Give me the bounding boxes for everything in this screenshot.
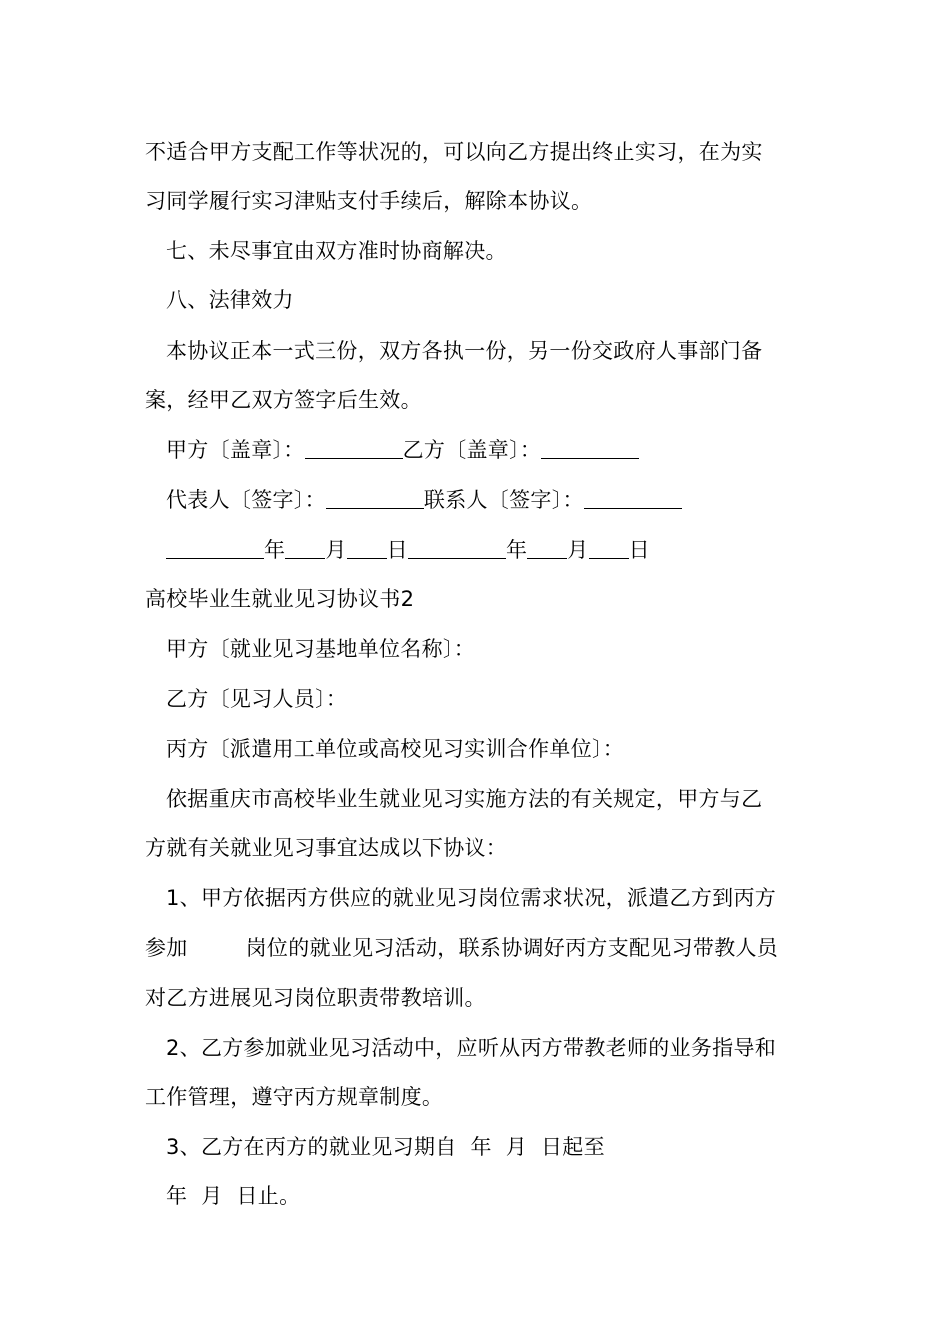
paragraph-line: 不适合甲方支配工作等状况的，可以向乙方提出终止实习，在为实 [145,140,763,164]
clause-one-prefix: 参加 [145,936,188,960]
month-label: 月 [325,538,347,562]
year-label: 年 [264,538,286,562]
date-line [166,534,650,564]
clause-one: 1、甲方依据丙方供应的就业见习岗位需求状况，派遣乙方到丙方 [166,886,777,910]
paragraph-line: 对乙方进展见习岗位职责带教培训。 [145,986,486,1010]
year-label: 年 [505,538,528,562]
paragraph-line: 年 月 日止。 [166,1184,301,1208]
month-label: 月 [567,538,589,562]
paragraph-line: 案，经甲乙双方签字后生效。 [145,388,422,412]
contact-sign-blank [584,486,682,509]
signature-line-seal [166,434,639,464]
day-label: 日 [628,538,650,562]
signature-line-sign [166,484,682,514]
paragraph-line: 方就有关就业见习事宜达成以下协议： [145,836,508,860]
day-label: 日 [386,538,408,562]
party-a-line: 甲方〔就业见习基地单位名称〕： [166,637,475,661]
month-blank [527,536,567,559]
paragraph-line: 本协议正本一式三份，双方各执一份，另一份交政府人事部门备 [166,339,763,363]
clause-one-continuation: 岗位的就业见习活动，联系协调好丙方支配见习带教人员 [245,936,779,960]
party-c-line: 丙方〔派遣用工单位或高校见习实训合作单位〕： [166,737,625,761]
year-blank [166,536,264,559]
party-b-seal-label: 乙方〔盖章〕： [402,438,542,462]
party-b-line: 乙方〔见习人员〕： [166,687,348,711]
day-blank [589,536,629,559]
day-blank [347,536,387,559]
paragraph-line: 依据重庆市高校毕业生就业见习实施方法的有关规定，甲方与乙 [166,787,763,811]
paragraph-line: 工作管理，遵守丙方规章制度。 [145,1085,444,1109]
contact-sign-label: 联系人〔签字〕： [423,488,584,512]
month-blank [285,536,325,559]
party-a-seal-label: 甲方〔盖章〕： [166,438,305,462]
clause-seven: 七、未尽事宜由双方准时协商解决。 [166,239,507,263]
party-a-seal-blank [305,436,403,459]
document-title: 高校毕业生就业见习协议书2 [145,587,415,611]
clause-two: 2、乙方参加就业见习活动中，应听从丙方带教老师的业务指导和 [166,1036,777,1060]
paragraph-line: 习同学履行实习津贴支付手续后，解除本协议。 [145,189,593,213]
year-blank [408,536,506,559]
party-b-seal-blank [541,436,639,459]
paragraph-line [145,933,778,963]
representative-sign-label: 代表人〔签字〕： [166,488,326,512]
clause-three: 3、乙方在丙方的就业见习期自 年 月 日起至 [166,1135,605,1159]
clause-eight-heading: 八、法律效力 [166,288,294,312]
representative-sign-blank [326,486,424,509]
